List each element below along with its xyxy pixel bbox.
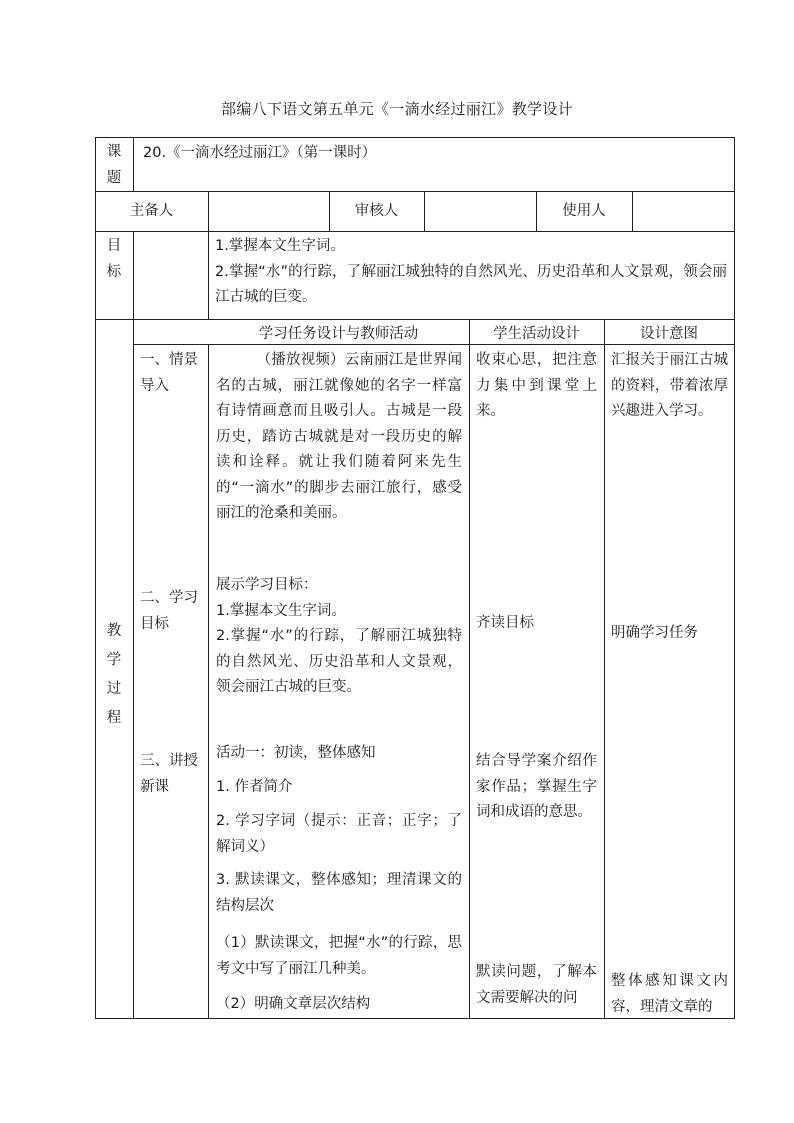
table-border-top <box>95 137 735 138</box>
section-name-intro: 一、情景导入 <box>140 352 198 394</box>
col-divider-topic <box>133 137 134 191</box>
topic-label <box>101 140 127 191</box>
goals-label-line1: 目 <box>106 238 122 254</box>
goal-item-1: 1.掌握本文生字词。 <box>215 238 345 254</box>
section-objectives-student: 齐读目标 <box>476 615 534 631</box>
section-intro-teacher: （播放视频）云南丽江是世界闻名的古城，丽江就像她的名字一样富有诗情画意而且吸引人。古城是一段历史，踏访古城就是对一段历史的解读和诠释。就让我们随着阿来先生的“一滴水”的脚步去丽江旅行，感受丽江的沧桑和美丽。 <box>216 352 462 521</box>
goals-content <box>215 234 727 311</box>
header-design-intent: 设计意图 <box>640 326 698 342</box>
objectives-item-2: 2.掌握“水”的行踪，了解丽江城独特的自然风光、历史沿革和人文景观，领会丽江古城的巨变。 <box>216 628 462 695</box>
col-divider-process-section <box>208 344 209 1019</box>
section-name-new-lesson: 三、讲授新课 <box>140 753 198 795</box>
col-divider-goals-1 <box>133 231 134 319</box>
topic-value: 20.《一滴水经过丽江》（第一课时） <box>143 145 377 161</box>
goal-item-2: 2.掌握“水”的行踪，了解丽江城独特的自然风光、历史沿革和人文景观，领会丽江古城的巨变。 <box>215 263 727 305</box>
new-lesson-item-1: 1. 作者简介 <box>216 779 293 795</box>
section-intro-intent: 汇报关于丽江古城的资料，带着浓厚兴趣进入学习。 <box>611 352 728 419</box>
process-label-char: 教 <box>106 623 122 639</box>
topic-label-line1: 课 <box>106 144 122 160</box>
user-label: 使用人 <box>562 203 606 219</box>
col-divider-people-5 <box>632 191 633 231</box>
process-label-char: 程 <box>106 710 122 726</box>
table-border-left <box>95 137 96 1019</box>
new-lesson-item-2: 2. 学习字词（提示：正音；正字；了解词义） <box>216 813 462 855</box>
process-label-char: 过 <box>106 681 122 697</box>
col-divider-goals-2 <box>208 231 209 319</box>
row-divider-goals <box>95 319 735 320</box>
document-title: 部编八下语文第五单元《一滴水经过丽江》教学设计 <box>221 100 573 118</box>
new-lesson-intent: 整体感知课文内容，理清文章的 <box>611 973 728 1015</box>
col-divider-student <box>469 319 470 1019</box>
section-name-objectives: 二、学习目标 <box>140 590 198 632</box>
goals-label-line2: 标 <box>106 263 122 280</box>
table-border-right <box>734 137 735 1019</box>
header-student-activity: 学生活动设计 <box>493 326 580 342</box>
new-lesson-student-1: 结合导学案介绍作家作品；掌握生字词和成语的意思。 <box>476 753 597 820</box>
header-teacher-activity: 学习任务设计与教师活动 <box>258 326 419 342</box>
new-lesson-sub-2: （2）明确文章层次结构 <box>216 996 371 1012</box>
section-intro-student: 收束心思，把注意力集中到课堂上来。 <box>476 352 597 419</box>
section-objectives-teacher <box>216 573 462 701</box>
row-divider-people <box>95 231 735 232</box>
col-divider-process-label <box>133 319 134 1019</box>
new-lesson-activity: 活动一：初读，整体感知 <box>216 745 376 761</box>
lesson-plan-table <box>95 137 735 1019</box>
col-divider-people-1 <box>208 191 209 231</box>
topic-label-line2: 题 <box>106 169 122 186</box>
col-divider-people-3 <box>424 191 425 231</box>
new-lesson-student-2: 默读问题，了解本文需要解决的问 <box>476 964 597 1006</box>
new-lesson-sub-1: （1）默读课文，把握“水”的行踪，思考文中写了丽江几种美。 <box>216 935 462 977</box>
goals-label <box>101 234 127 285</box>
section-objectives-intent: 明确学习任务 <box>611 625 698 641</box>
process-label-char: 学 <box>106 652 122 668</box>
objectives-item-1: 1.掌握本文生字词。 <box>216 602 346 619</box>
new-lesson-item-3: 3. 默读课文，整体感知；理清课文的结构层次 <box>216 872 462 914</box>
objectives-intro: 展示学习目标： <box>216 577 318 593</box>
row-divider-topic <box>95 191 735 192</box>
col-divider-intent <box>604 319 605 1019</box>
process-label <box>101 617 127 733</box>
lead-preparer-label: 主备人 <box>129 203 174 219</box>
reviewer-label: 审核人 <box>354 203 399 219</box>
